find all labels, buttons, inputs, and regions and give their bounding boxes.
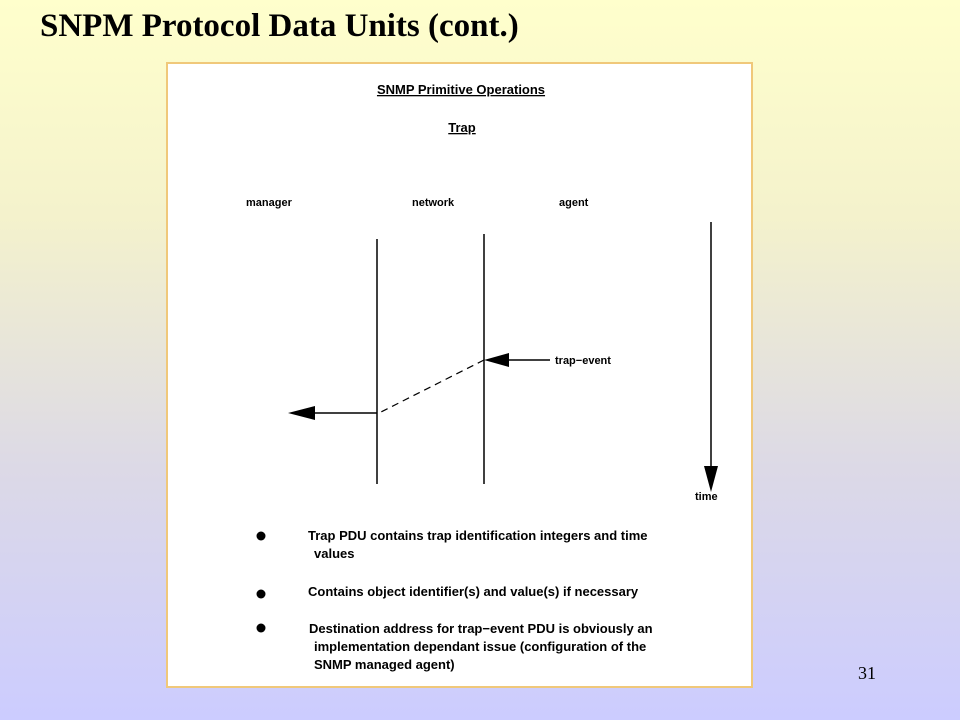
- slide-title: SNPM Protocol Data Units (cont.): [40, 8, 519, 44]
- time-label: time: [695, 491, 718, 503]
- diagram-heading: SNMP Primitive Operations: [376, 82, 546, 97]
- time-axis-arrowhead: [704, 466, 718, 492]
- bullet-icon: [257, 532, 266, 541]
- trap-pdu-dashed-line: [377, 360, 484, 414]
- note-3-line-2: implementation dependant issue (configuration of the: [314, 639, 647, 654]
- lane-label-agent: agent: [559, 197, 589, 209]
- diagram-figure: [166, 62, 753, 688]
- page-number: 31: [858, 663, 876, 683]
- bullet-icon: [257, 590, 266, 599]
- note-3-line-1: Destination address for trap−event PDU is obviously an: [309, 621, 653, 636]
- note-3-line-3: SNMP managed agent): [314, 657, 455, 672]
- trap-event-label: trap−event: [555, 355, 611, 367]
- bullet-icon: [257, 624, 266, 633]
- lane-label-network: network: [412, 197, 455, 209]
- lane-label-manager: manager: [246, 197, 292, 209]
- diagram-subheading: Trap: [448, 120, 476, 135]
- note-1-line-2: values: [314, 546, 355, 561]
- trap-event-arrowhead: [484, 353, 509, 367]
- note-1-line-1: Trap PDU contains trap identification integers and time: [308, 528, 648, 543]
- trap-sequence-diagram: [168, 64, 755, 690]
- note-2-line-1: Contains object identifier(s) and value(s) if necessary: [308, 584, 639, 599]
- manager-arrowhead: [288, 406, 315, 420]
